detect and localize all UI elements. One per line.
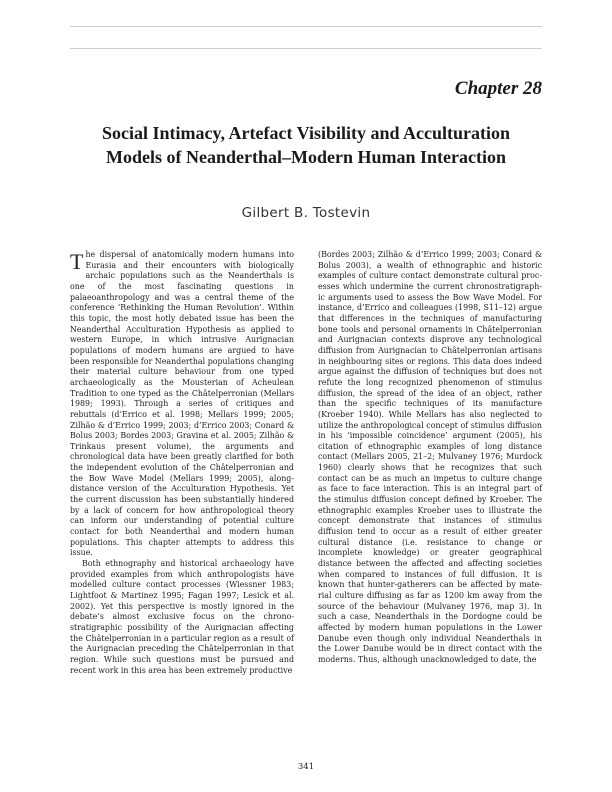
author-name: Gilbert B. Tostevin <box>241 205 371 221</box>
chapter-label: Chapter 28 <box>454 78 542 99</box>
header-rule <box>70 48 542 49</box>
drop-cap: T <box>70 249 84 274</box>
text-column-right <box>318 250 542 666</box>
page-number: 341 <box>297 762 315 772</box>
top-rule <box>70 26 542 27</box>
paragraph-2: Both ethnography and historical archaeology have provided examples from which anthropologists have modelled culture contact processes (Wiessner 1983; Lightfoot & Martinez 1995; Fagan 1997; Lesick et al. 2002). Yet this perspective is mostly ignored in the debate’s almost exclusive focus on the chronostratigraphic possibility of the Aurignacian affecting the Châtelperronian in a particular region as a result of the Aurignacian preceding the Châtelperronian in that region. While such questions must be pursued and recent work in this area has been extremely productive <box>70 559 294 675</box>
paragraph-1 <box>70 250 294 559</box>
paragraph-1-text: he dispersal of anatomically modern humans into Eurasia and their encounters with biologically archaic populations such as the Neanderthals is one of the most fascinating questions in palaeoanthropology and was a central theme of the conference ‘Rethinking the Human Revolution’. Within this topic, the most hotly debated issue has been the Neanderthal Acculturation Hypothesis as applied to western Europe, in which intrusive Aurignacian populations of modern humans are argued to have been responsible for Neanderthal populations changing their material culture behaviour from one typed archaeologically as the Mousterian of Acheulean Tradition to one typed as the Châtelperronian (Mellars 1989; 1993). Through a series of critiques and rebuttals (d’Errico et al. 1998; Mellars 1999; 2005; Zilhão & d’Errico 1999; 2003; d’Errico 2003; Conard & Bolus 2003; Bordes 2003; Gravina et al. 2005; Zilhão & Trinkaus present volume), the arguments and chronological data have been greatly clarified for both the independent evolution of the Châtelperronian and the Bow Wave Model (Mellars 1999; 2005), along-distance version of the Acculturation Hypothesis. Yet the current discussion has been substantially hindered by a lack of concern for how anthropological theory can inform our understanding of potential culture contact for both Neanderthal and modern human populations. This chapter attempts to address this issue. <box>70 250 294 558</box>
chapter-title <box>70 121 542 169</box>
paragraph-3: (Bordes 2003; Zilhão & d’Errico 1999; 2003; Conard & Bolus 2003), a wealth of ethnographic and historic examples of culture contact demonstrate cultural processes which undermine the current chronostratigraphic arguments used to assess the Bow Wave Model. For instance, d’Errico and colleagues (1998, S11–12) argue that differences in the techniques of manufacturing bone tools and personal ornaments in Châtelperronian and Aurignacian contexts disprove any technological diffusion from Aurignacian to Châtelperronian artisans in neighbouring sites or regions. This data does indeed argue against the diffusion of techniques but does not refute the long recognized phenomenon of stimulus diffusion, the spread of the idea of an object, rather than the specific techniques of its manufacture (Kroeber 1940). While Mellars has also neglected to utilize the anthropological concept of stimulus diffusion in his ‘impossible coincidence’ argument (2005), his citation of ethnographic examples of long distance contact (Mellars 2005, 21–2; Mulvaney 1976; Murdock 1960) clearly shows that he recognizes that such contact can be as much an impetus to culture change as face to face interaction. This is an integral part of the stimulus diffusion concept defined by Kroeber. The ethnographic examples Kroeber uses to illustrate the concept demonstrate that instances of stimulus diffusion tend to occur as a result of either greater cultural distance (i.e. resistance to change or incomplete knowledge) or greater geographical distance between the affected and affecting societies when compared to instances of full diffusion. It is known that hunter-gatherers can be affected by material culture diffusing as far as 1200 km away from the source of the behaviour (Mulvaney 1976, map 3). In such a case, Neanderthals in the Dordogne could be affected by modern human populations in the Lower Danube even though only individual Neanderthals in the Lower Danube would be in direct contact with the moderns. Thus, although unacknowledged to date, the <box>318 250 542 664</box>
title-line-2: Models of Neanderthal–Modern Human Interaction <box>106 147 506 167</box>
text-column-left <box>70 250 294 676</box>
title-line-1: Social Intimacy, Artefact Visibility and Acculturation <box>102 123 510 143</box>
